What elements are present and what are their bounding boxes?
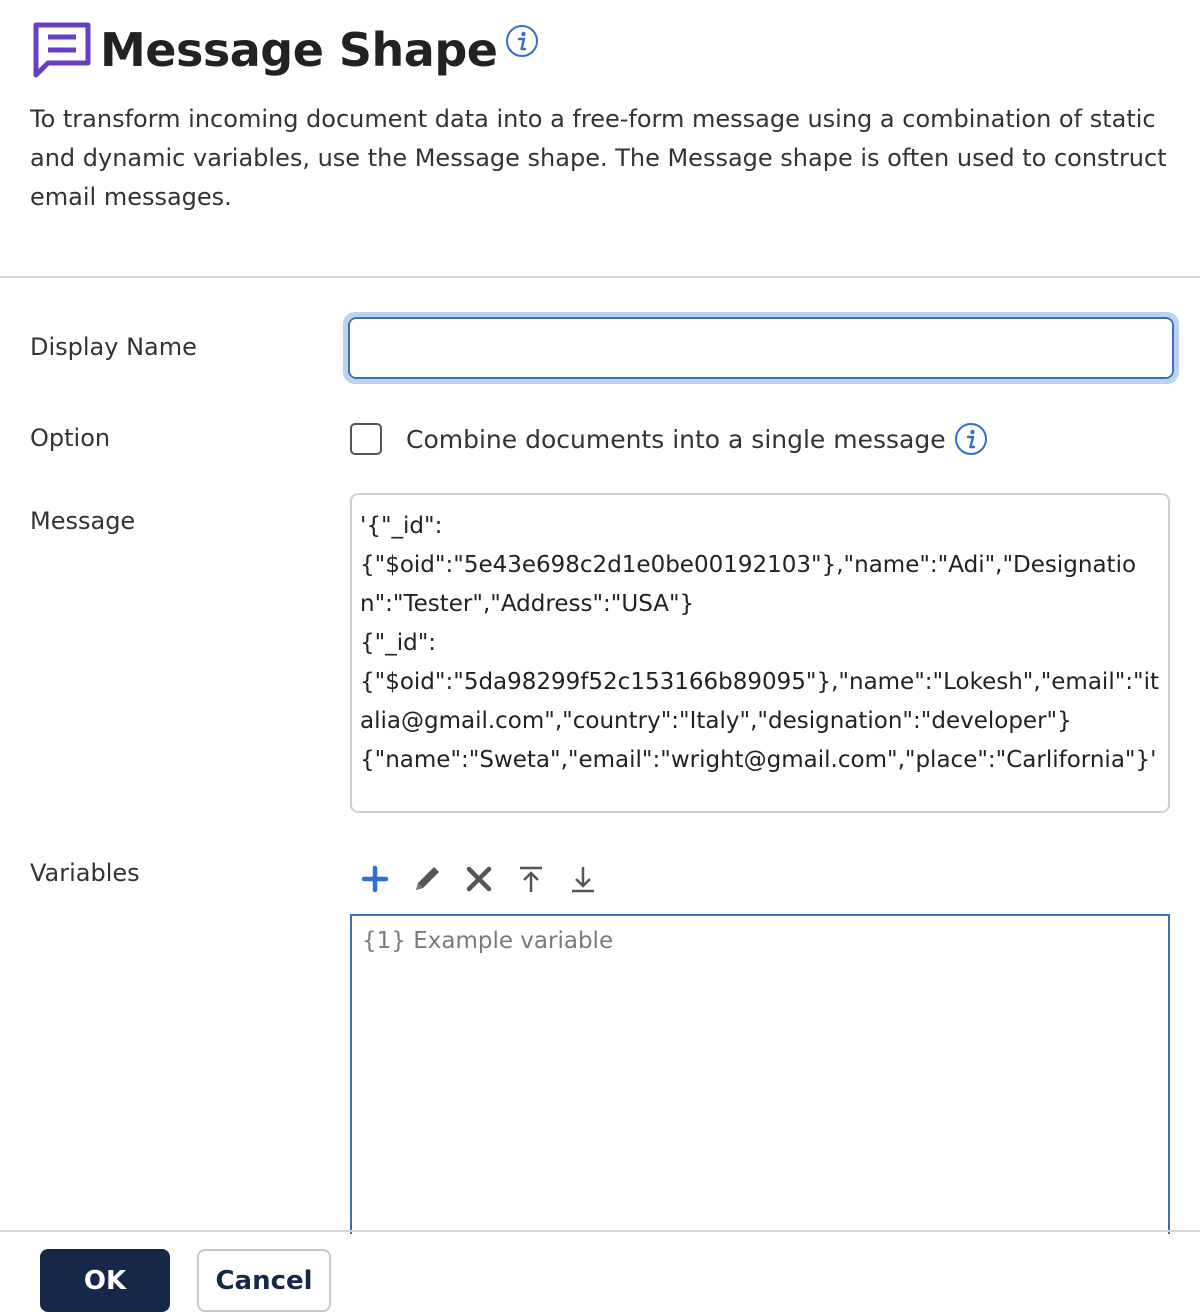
variables-toolbar [358,862,618,896]
move-top-icon[interactable] [514,862,548,896]
combine-option-row [350,422,988,456]
message-label: Message [30,507,136,535]
variables-placeholder: {1} Example variable [362,928,614,954]
pencil-icon[interactable] [410,862,444,896]
close-icon[interactable] [462,862,496,896]
dialog-description: To transform incoming document data into a free-form message using a combination of static and dynamic variables, use the Message shape. The Message shape is often used to construct email messages. [30,105,1167,211]
info-icon[interactable] [954,422,988,456]
page-title: Message Shape [100,23,498,77]
divider [0,276,1200,278]
move-bottom-icon[interactable] [566,862,600,896]
display-name-input[interactable] [348,317,1174,379]
variables-label: Variables [30,859,140,887]
combine-documents-checkbox[interactable] [350,423,382,455]
message-textarea[interactable]: '{"_id": {"$oid":"5e43e698c2d1e0be00192103"},"name":"Adi","Designation":"Tester","Address":"USA"} {"_id": {"$oid":"5da98299f52c153166b89095"},"name":"Lokesh","email":"italia@gmail.com","country":"Italy","designation":"developer"} {"name":"Sweta","email":"wright@gmail.com","place":"Carlifornia"}' [350,493,1170,813]
info-icon[interactable] [505,24,539,58]
message-square-icon [30,19,92,81]
display-name-label: Display Name [30,333,197,361]
combine-documents-label[interactable]: Combine documents into a single message [406,424,946,454]
variables-list[interactable] [350,914,1170,1234]
dialog-header [30,18,539,82]
display-name-field-wrapper [343,312,1179,384]
plus-icon[interactable] [358,862,392,896]
ok-button[interactable]: OK [40,1249,170,1312]
cancel-button[interactable]: Cancel [197,1249,331,1312]
option-label: Option [30,424,111,452]
divider [0,1230,1200,1232]
